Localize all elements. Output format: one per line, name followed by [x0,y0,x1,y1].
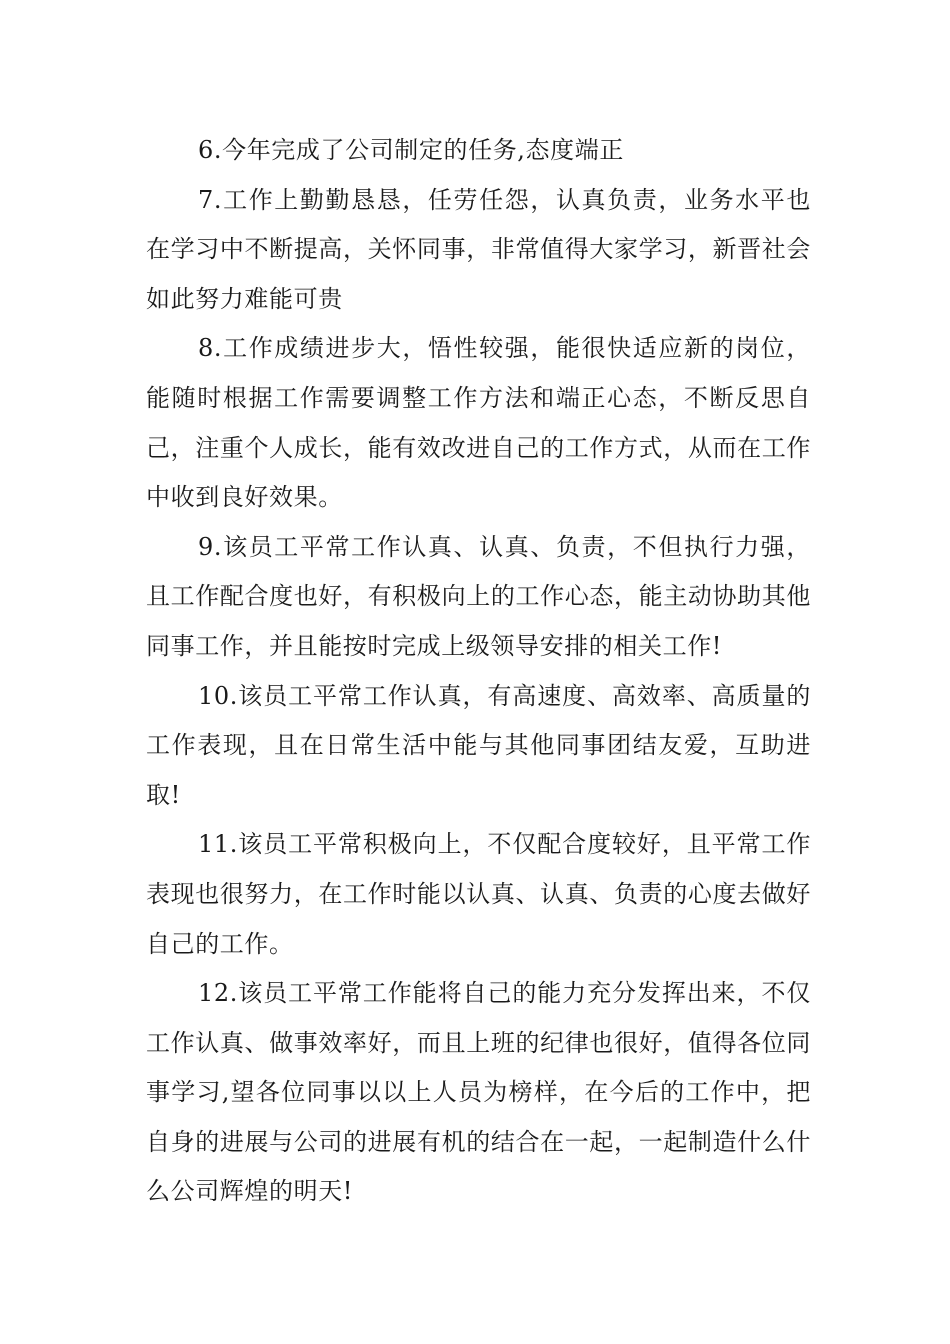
paragraph-11: 11.该员工平常积极向上，不仅配合度较好，且平常工作表现也很努力，在工作时能以认真、认真、负责的心度去做好自己的工作。 [146,830,811,958]
paragraph-8: 8.工作成绩进步大，悟性较强，能很快适应新的岗位，能随时根据工作需要调整工作方法和端正心态，不断反思自己，注重个人成长，能有效改进自己的工作方式，从而在工作中收到良好效果。 [146,334,811,512]
paragraph-10: 10.该员工平常工作认真，有高速度、高效率、高质量的工作表现，且在日常生活中能与其他同事团结友爱，互助进取! [146,681,811,809]
paragraph-7: 7.工作上勤勤恳恳，任劳任怨，认真负责，业务水平也在学习中不断提高，关怀同事，非常值得大家学习，新晋社会如此努力难能可贵 [146,185,811,313]
paragraph-9: 9.该员工平常工作认真、认真、负责，不但执行力强，且工作配合度也好，有积极向上的工作心态，能主动协助其他同事工作，并且能按时完成上级领导安排的相关工作! [146,532,811,660]
paragraph-12: 12.该员工平常工作能将自己的能力充分发挥出来，不仅工作认真、做事效率好，而且上班的纪律也很好，值得各位同事学习,望各位同事以以上人员为榜样，在今后的工作中，把自身的进展与公司的进展有机的结合在一起，一起制造什么什么公司辉煌的明天! [146,979,811,1206]
document-body [146,126,811,1217]
paragraph-6: 6.今年完成了公司制定的任务,态度端正 [198,136,624,164]
